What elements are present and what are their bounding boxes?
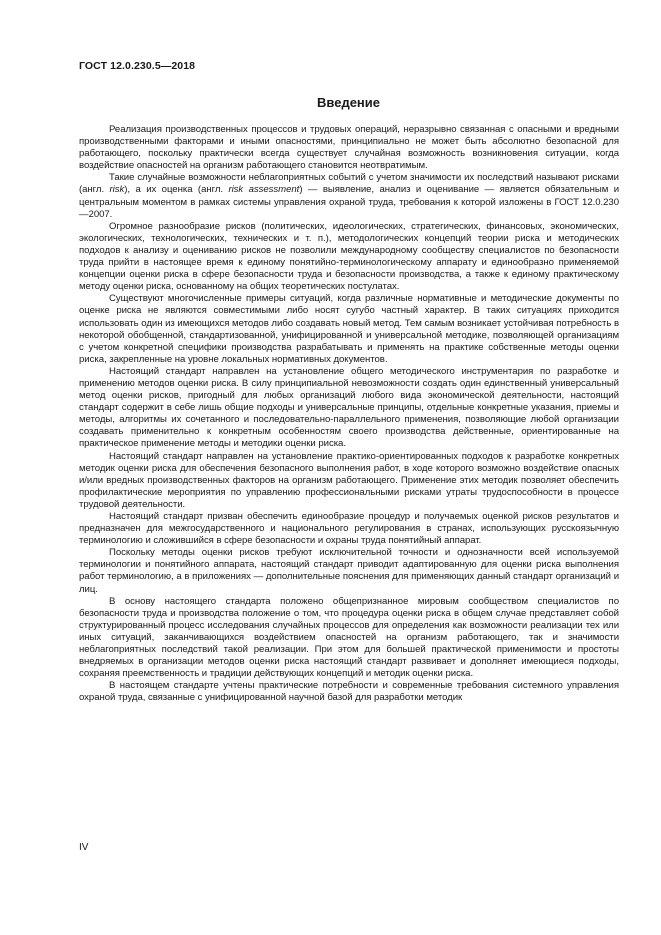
document-header: ГОСТ 12.0.230.5—2018 <box>79 60 196 72</box>
paragraph: Существуют многочисленные примеры ситуаций, когда различные нормативные и методические документы по оценке риска не являются совместимыми либо носят сугубо частный характер. В таких ситуациях приходится использовать один из имеющихся методов либо создавать новый метод. Тем самым возникает устойчивая потребность в некоторой обобщенной, стандартизованной, унифицированной и универсальной методике, позволяющей организациям с учетом конкретной специфики производства разрабатывать и применять на практике собственные методы оценки риска, закрепленные на уровне локальных нормативных документов. <box>79 293 619 365</box>
section-title: Введение <box>317 95 380 110</box>
page-number: IV <box>79 842 89 853</box>
body-text <box>79 124 619 705</box>
paragraph: Реализация производственных процессов и трудовых операций, неразрывно связанная с опасными и вредными производственными факторами и иными опасностями, принципиально не может быть абсолютно безопасной для работающего, поскольку практически всегда существует случайная возможность возникновения ситуации, когда воздействие опасностей на организм работающего становится неотвратимым. <box>79 124 619 172</box>
paragraph: Поскольку методы оценки рисков требуют исключительной точности и однозначности всей используемой терминологии и понятийного аппарата, настоящий стандарт приводит адаптированную для оценки риска выполнения работ терминологию, а в приложениях — дополнительные пояснения для применяющих данный стандарт организаций и лиц. <box>79 547 619 595</box>
paragraph: Настоящий стандарт направлен на установление практико-ориентированных подходов к разработке конкретных методик оценки риска для обеспечения безопасного выполнения работ, в ходе которого возможно воздействие опасных и/или вредных производственных факторов на организм работающего. Применение этих методик позволяет обеспечить профилактические мероприятия по управлению профессиональными рисками утраты трудоспособности в процессе трудовой деятельности. <box>79 450 619 510</box>
section-title-wrapper <box>0 94 661 112</box>
paragraph: Настоящий стандарт призван обеспечить единообразие процедур и получаемых оценкой рисков результатов и предназначен для межгосударственного и национального регулирования в странах, использующих русскоязычную терминологию и сложившийся в сфере безопасности и охраны труда понятийный аппарат. <box>79 511 619 547</box>
paragraph: В основу настоящего стандарта положено общепризнанное мировым сообществом специалистов по безопасности труда и производства положение о том, что процедура оценки риска в общем случае представляет собой структурированный процесс исследования случайных процессов для определения как возможности реализации тех или иных ситуаций, заканчивающихся воздействием опасностей на организм работающего, так и значимости неблагоприятных последствий такой реализации. При этом для большей практической применимости и простоты внедряемых в организации методов оценки риска настоящий стандарт развивает и дополняет имеющиеся подходы, сохраняя преемственность и традиции действующих концепций и методик оценки риска. <box>79 595 619 680</box>
paragraph: Огромное разнообразие рисков (политических, идеологических, стратегических, финансовых, экономических, экологических, технологических, технических и т. п.), методологических концепций теории риска и методических подходов к анализу и оцениванию рисков не позволили международному сообществу специалистов по безопасности труда прийти в настоящее время к единому понятийно-терминологическому аппарату и единообразно применяемой концепции оценки риска в сфере безопасности труда и безопасности производства, а также к единому практическому методу оценки риска, основанному на общих теоретических постулатах. <box>79 220 619 293</box>
paragraph: В настоящем стандарте учтены практические потребности и современные требования системного управления охраной труда, связанные с унифицированной научной базой для разработки методик <box>79 680 619 704</box>
paragraph: Такие случайные возможности неблагоприятных событий с учетом значимости их последствий называют рисками (англ. risk), а их оценка (англ. risk assessment) — выявление, анализ и оценивание — является обязательным и центральным моментом в рамках системы управления охраной труда, требования к которой изложены в ГОСТ 12.0.230—2007. <box>79 172 620 220</box>
paragraph: Настоящий стандарт направлен на установление общего методического инструментария по разработке и применению методов оценки риска. В силу принципиальной невозможности создать один единственный универсальный метод оценки рисков, пригодный для любых организаций любого вида экономической деятельности, настоящий стандарт содержит в себе лишь общие подходы и универсальные принципы, отдельные конкретные указания, приемы и методы, алгоритмы их сочетанного и последовательно-параллельного применения, позволяющие любой организации создавать применительно к конкретным особенностям своего производства действенные, ориентированные на практическое применение методы и методики оценки риска. <box>79 365 619 450</box>
